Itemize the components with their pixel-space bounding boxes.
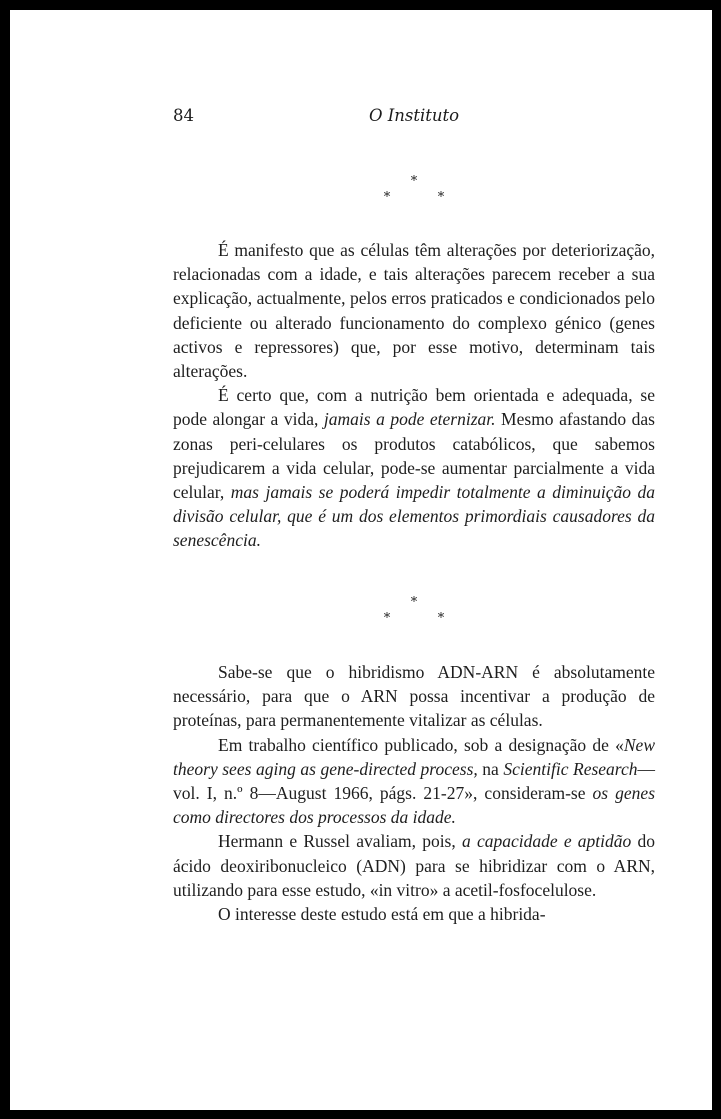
- italic-text-run: jamais a pode eternizar.: [323, 409, 496, 430]
- text-run: na: [477, 758, 504, 779]
- section-separator: [173, 595, 655, 627]
- book-page: [10, 10, 712, 1110]
- paragraph: [173, 383, 655, 552]
- asterisk: *: [437, 190, 445, 205]
- italic-text-run: os genes como directores dos processos da idade.: [173, 783, 656, 828]
- text-run: É manifesto que as células têm alterações por deteriorização, relacionadas com a idade, e tais alterações parecem receber a sua explicação, actualmente, pelos erros praticados e condicionados pelo deficiente ou alterado funcionamento do complexo génico (genes activos e repressores) que, por esse motivo, determinam tais alterações.: [173, 240, 655, 382]
- asterisk: *: [383, 190, 391, 205]
- asterisk: *: [410, 595, 418, 610]
- asterisk: *: [383, 611, 391, 626]
- italic-text-run: a capacidade e aptidão: [461, 831, 632, 852]
- paragraph: [173, 829, 655, 902]
- paragraph: [173, 238, 655, 383]
- section-separator: [173, 174, 655, 206]
- page-number: 84: [173, 106, 194, 125]
- text-run: Sabe-se que o hibridismo ADN-ARN é absolutamente necessário, para que o ARN possa incentivar a produção de proteínas, para permanentemente vitalizar as células.: [173, 662, 655, 731]
- paragraph: [173, 902, 655, 926]
- italic-text-run: New theory sees aging as gene-directed process,: [173, 734, 655, 779]
- text-run: Em trabalho científico publicado, sob a designação de «: [218, 734, 624, 755]
- asterisk: *: [437, 611, 445, 626]
- text-run: Mesmo afastando das zonas peri-celulares os produtos catabólicos, que sabemos prejudicarem a vida celular, pode-se aumentar parcialmente a vida celular,: [173, 409, 655, 503]
- text-run: O interesse deste estudo está em que a hibrida-: [218, 904, 546, 925]
- paragraph: [173, 660, 655, 733]
- italic-text-run: mas jamais se poderá impedir totalmente a diminuição da divisão celular, que é um dos elementos primordiais causadores da senescência.: [173, 482, 656, 551]
- section-2-text: [173, 660, 655, 926]
- running-title: O Instituto: [368, 106, 460, 125]
- italic-text-run: Scientific Research: [503, 758, 638, 779]
- asterisk: *: [410, 174, 418, 189]
- text-run: Hermann e Russel avaliam, pois,: [218, 831, 462, 852]
- text-run: É certo que, com a nutrição bem orientada e adequada, se pode alongar a vida,: [173, 385, 655, 430]
- section-1-text: [173, 238, 655, 553]
- paragraph: [173, 733, 655, 830]
- text-run: do ácido deoxiribonucleico (ADN) para se hibridizar com o ARN, utilizando para esse estudo, «in vitro» a acetil-fosfocelulose.: [173, 831, 655, 900]
- text-run: —vol. I, n.º 8—August 1966, págs. 21-27», consideram-se: [173, 758, 655, 804]
